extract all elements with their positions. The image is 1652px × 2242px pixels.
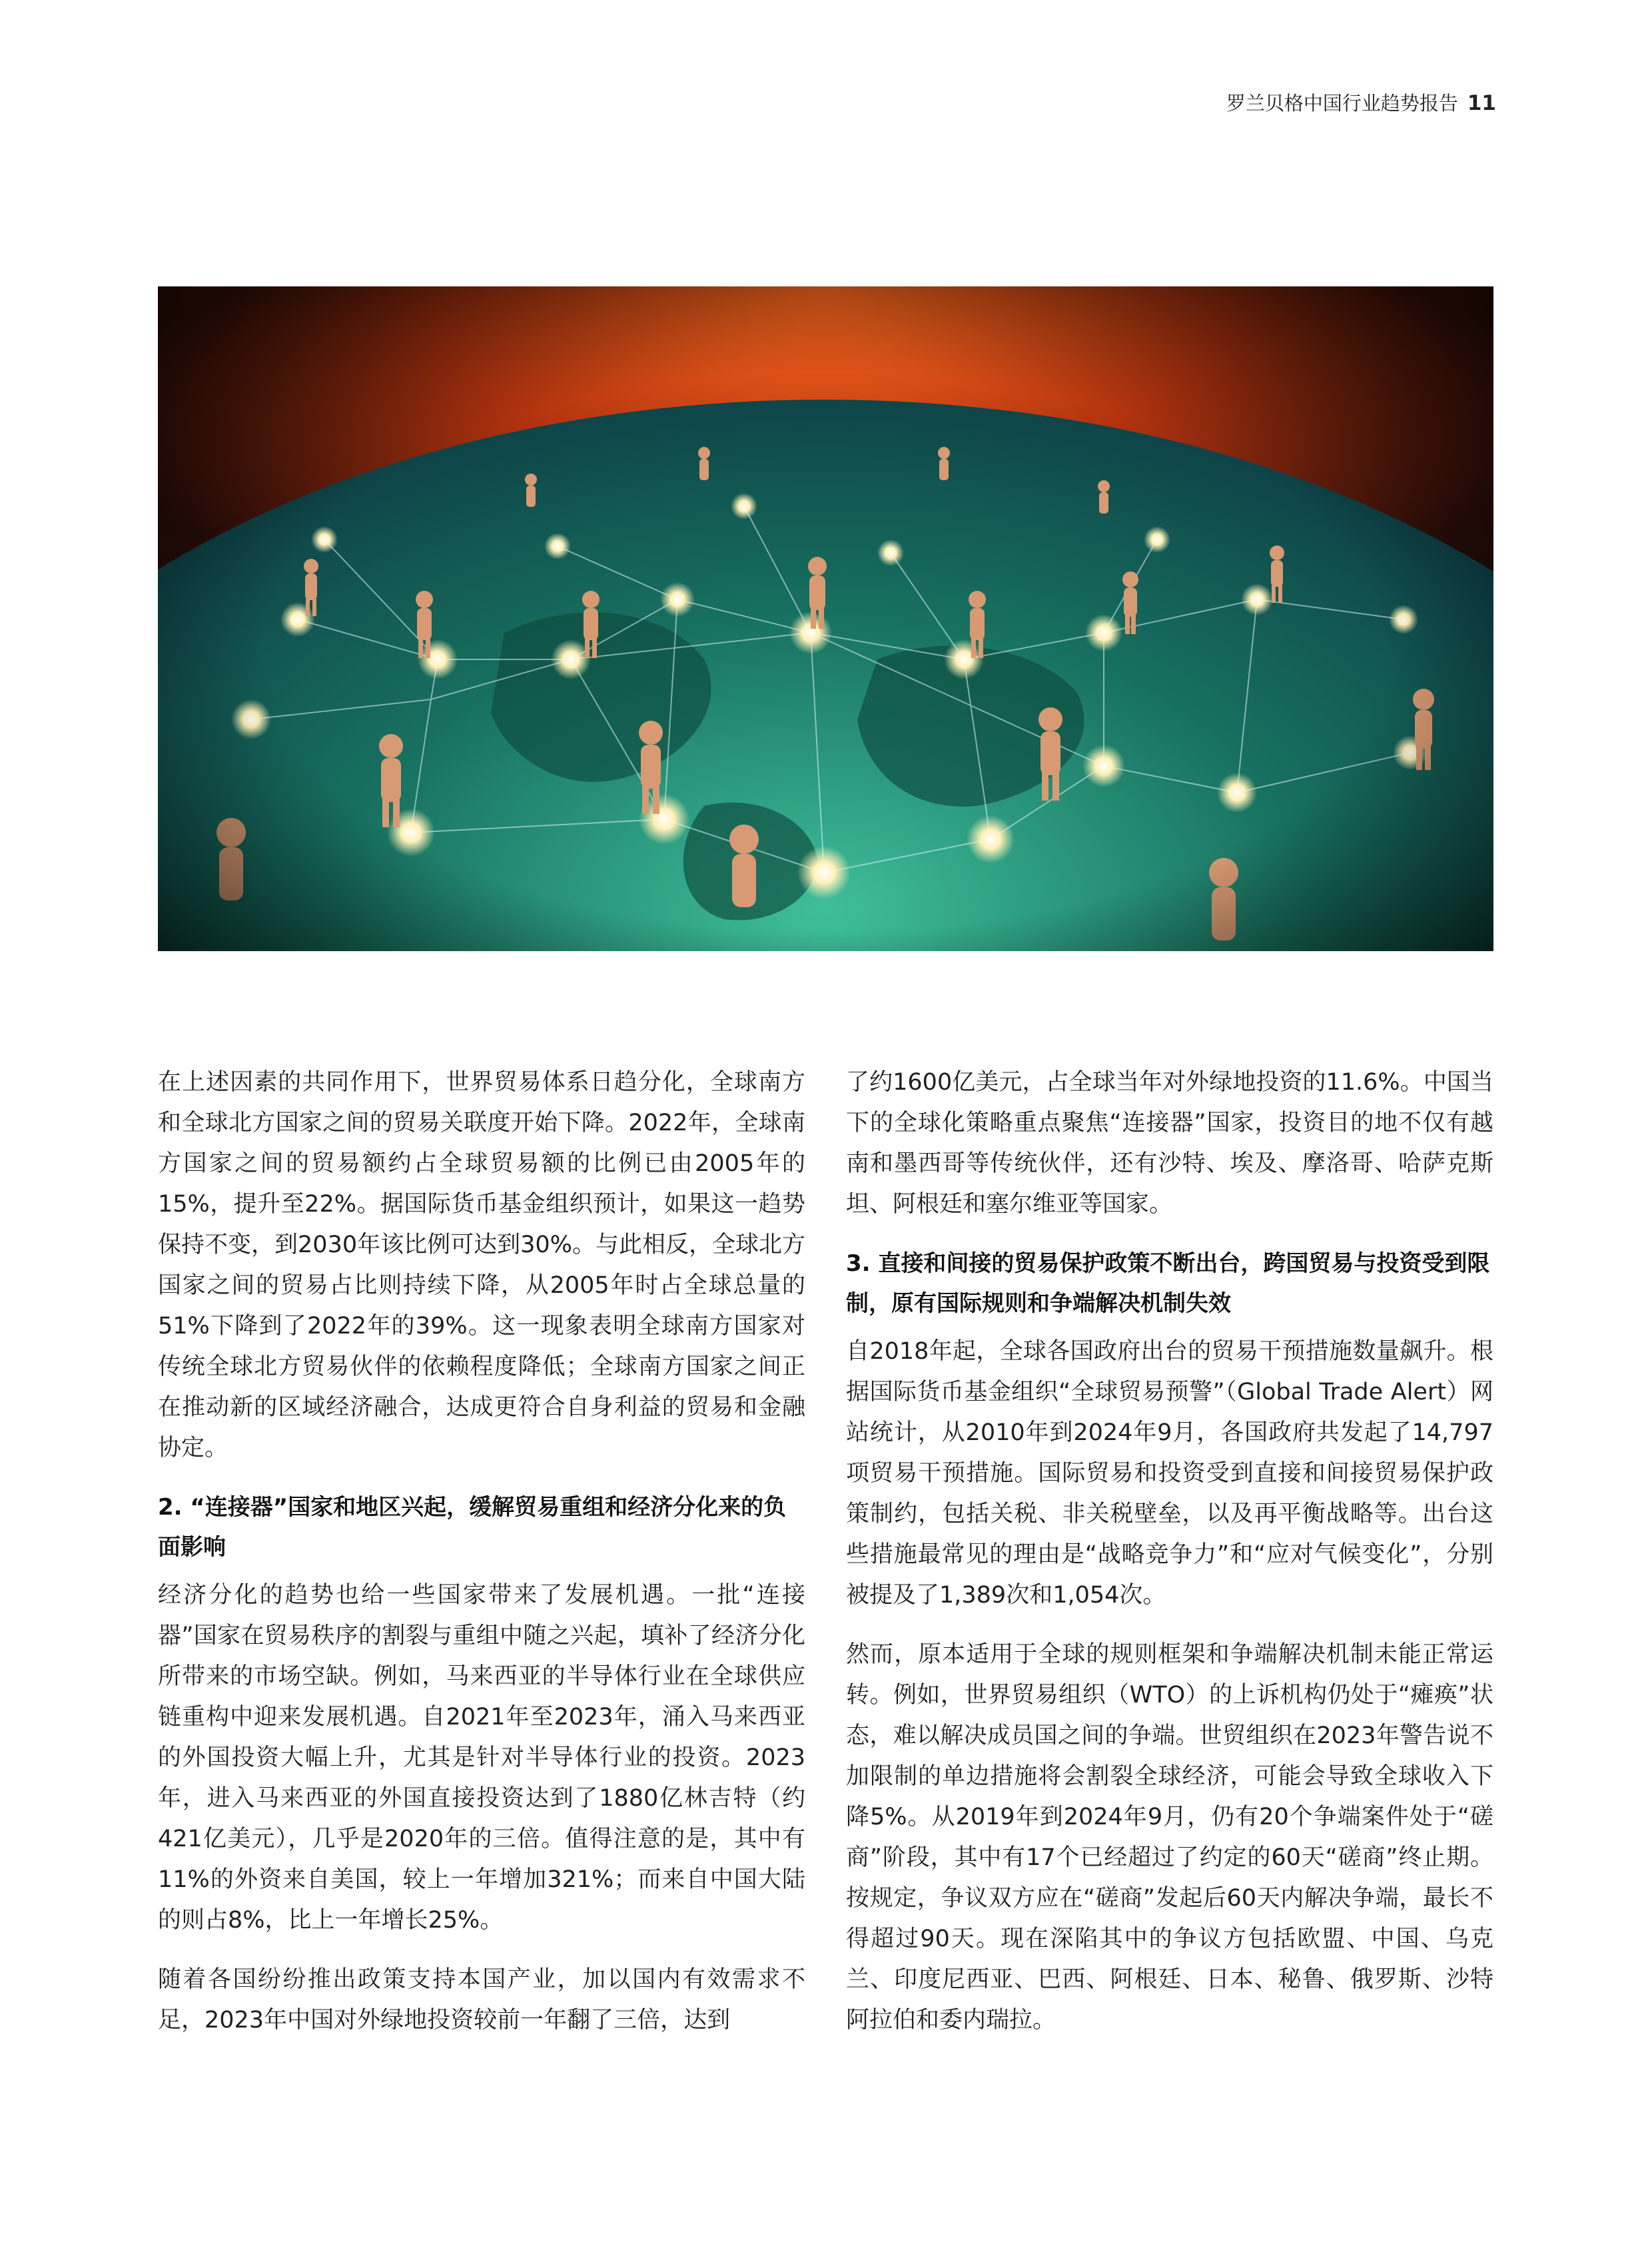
page-header: [1226, 90, 1496, 117]
paragraph-trade-divergence: 在上述因素的共同作用下，世界贸易体系日趋分化，全球南方和全球北方国家之间的贸易关联度开始下降。2022年，全球南方国家之间的贸易额约占全球贸易额的比例已由2005年的15%，提升至22%。据国际货币基金组织预计，如果这一趋势保持不变，到2030年该比例可达到30%。与此相反，全球北方国家之间的贸易占比则持续下降，从2005年时占全球总量的51%下降到了2022年的39%。这一现象表明全球南方国家对传统全球北方贸易伙伴的依赖程度降低；全球南方国家之间正在推动新的区域经济融合，达成更符合自身利益的贸易和金融协定。: [158, 1069, 805, 1461]
paragraph-trade-interventions: 自2018年起，全球各国政府出台的贸易干预措施数量飙升。根据国际货币基金组织“全球贸易预警”（Global Trade Alert）网站统计，从2010年到2024年9月，各国政府共发起了14,797项贸易干预措施。国际贸易和投资受到直接和间接贸易保护政策制约，包括关税、非关税壁垒，以及再平衡战略等。出台这些措施最常见的理由是“战略竞争力”和“应对气候变化”，分别被提及了1,389次和1,054次。: [846, 1338, 1493, 1609]
page-number: 11: [1467, 91, 1496, 115]
paragraph-greenfield-continued: 了约1600亿美元，占全球当年对外绿地投资的11.6%。中国当下的全球化策略重点聚焦“连接器”国家，投资目的地不仅有越南和墨西哥等传统伙伴，还有沙特、埃及、摩洛哥、哈萨克斯坦、阿根廷和塞尔维亚等国家。: [846, 1069, 1493, 1218]
hero-image: [158, 286, 1493, 951]
paragraph-connector-countries: 经济分化的趋势也给一些国家带来了发展机遇。一批“连接器”国家在贸易秩序的割裂与重组中随之兴起，填补了经济分化所带来的市场空缺。例如，马来西亚的半导体行业在全球供应链重构中迎来发展机遇。自2021年至2023年，涌入马来西亚的外国投资大幅上升，尤其是针对半导体行业的投资。2023年，进入马来西亚的外国直接投资达到了1880亿林吉特（约421亿美元），几乎是2020年的三倍。值得注意的是，其中有11%的外资来自美国，较上一年增加321%；而来自中国大陆的则占8%，比上一年增长25%。: [158, 1582, 805, 1934]
paragraph-wto-disputes: 然而，原本适用于全球的规则框架和争端解决机制未能正常运转。例如，世界贸易组织（WTO）的上诉机构仍处于“瘫痪”状态，难以解决成员国之间的争端。世贸组织在2023年警告说不加限制的单边措施将会割裂全球经济，可能会导致全球收入下降5%。从2019年到2024年9月，仍有20个争端案件处于“磋商”阶段，其中有17个已经超过了约定的60天“磋商”终止期。按规定，争议双方应在“磋商”发起后60天内解决争端，最长不得超过90天。现在深陷其中的争议方包括欧盟、中国、乌克兰、印度尼西亚、巴西、阿根廷、日本、秘鲁、俄罗斯、沙特阿拉伯和委内瑞拉。: [846, 1641, 1493, 2034]
section-heading-2: 2. “连接器”国家和地区兴起，缓解贸易重组和经济分化来的负面影响: [158, 1494, 787, 1561]
report-title: 罗兰贝格中国行业趋势报告: [1226, 92, 1458, 115]
global-network-people-image: [158, 286, 1493, 951]
left-column: [158, 1062, 805, 2059]
right-column: [846, 1062, 1493, 2059]
section-heading-3: 3. 直接和间接的贸易保护政策不断出台，跨国贸易与投资受到限制，原有国际规则和争端解决机制失效: [846, 1250, 1490, 1317]
paragraph-china-greenfield: 随着各国纷纷推出政策支持本国产业，加以国内有效需求不足，2023年中国对外绿地投资较前一年翻了三倍，达到: [158, 1966, 805, 2034]
